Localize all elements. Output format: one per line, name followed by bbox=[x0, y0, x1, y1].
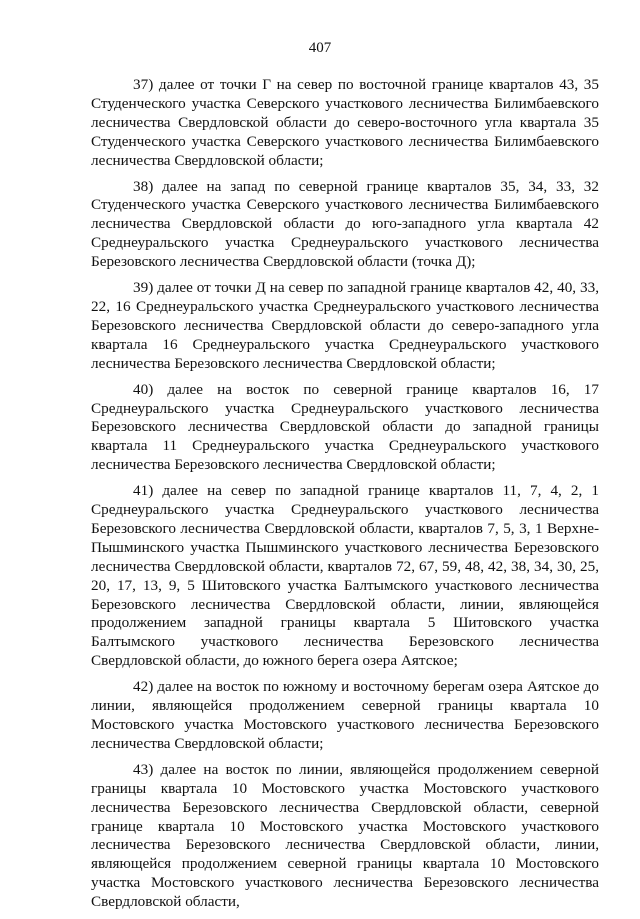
paragraph-38: 38) далее на запад по северной границе кварталов 35, 34, 33, 32 Студенческого участка Северского участкового лесничества Билимбаевского лесничества Свердловской области до юго-западного угла квартала 42 Среднеуральского участка Среднеуральского участкового лесничества Березовского лесничества Свердловской области (точка Д); bbox=[91, 177, 599, 271]
document-body bbox=[91, 76, 599, 919]
paragraph-40: 40) далее на восток по северной границе кварталов 16, 17 Среднеуральского участка Среднеуральского участкового лесничества Березовского лесничества Свердловской области до западной границы квартала 11 Среднеуральского участка Среднеуральского участкового лесничества Березовского лесничества Свердловской области; bbox=[91, 380, 599, 474]
paragraph-41: 41) далее на север по западной границе кварталов 11, 7, 4, 2, 1 Среднеуральского участка Среднеуральского участкового лесничества Березовского лесничества Свердловской области, кварталов 7, 5, 3, 1 Верхне-Пышминского участка Пышминского участкового лесничества Березовского лесничества Свердловской области, кварталов 72, 67, 59, 48, 42, 38, 34, 30, 25, 20, 17, 13, 9, 5 Шитовского участка Балтымского участкового лесничества Березовского лесничества Свердловской области, линии, являющейся продолжением западной границы квартала 5 Шитовского участка Балтымского участкового лесничества Березовского лесничества Свердловской области, до южного берега озера Аятское; bbox=[91, 482, 599, 670]
paragraph-43: 43) далее на восток по линии, являющейся продолжением северной границы квартала 10 Мостовского участка Мостовского участкового лесничества Березовского лесничества Свердловской области, северной границе квартала 10 Мостовского участка Мостовского участкового лесничества Березовского лесничества Свердловской области, линии, являющейся продолжением северной границы квартала 10 Мостовского участка Мостовского участкового лесничества Березовского лесничества Свердловской области, bbox=[91, 760, 599, 911]
paragraph-37: 37) далее от точки Г на север по восточной границе кварталов 43, 35 Студенческого участка Северского участкового лесничества Билимбаевского лесничества Свердловской области до северо-восточного угла квартала 35 Студенческого участка Северского участкового лесничества Билимбаевского лесничества Свердловской области; bbox=[91, 76, 599, 169]
page-number: 407 bbox=[308, 40, 332, 56]
paragraph-42: 42) далее на восток по южному и восточному берегам озера Аятское до линии, являющейся продолжением северной границы квартала 10 Мостовского участка Мостовского участкового лесничества Березовского лесничества Свердловской области; bbox=[91, 678, 599, 752]
paragraph-39: 39) далее от точки Д на север по западной границе кварталов 42, 40, 33, 22, 16 Среднеуральского участка Среднеуральского участкового лесничества Березовского лесничества Свердловской области до северо-западного угла квартала 16 Среднеуральского участка Среднеуральского участкового лесничества Березовского лесничества Свердловской области; bbox=[91, 279, 599, 372]
